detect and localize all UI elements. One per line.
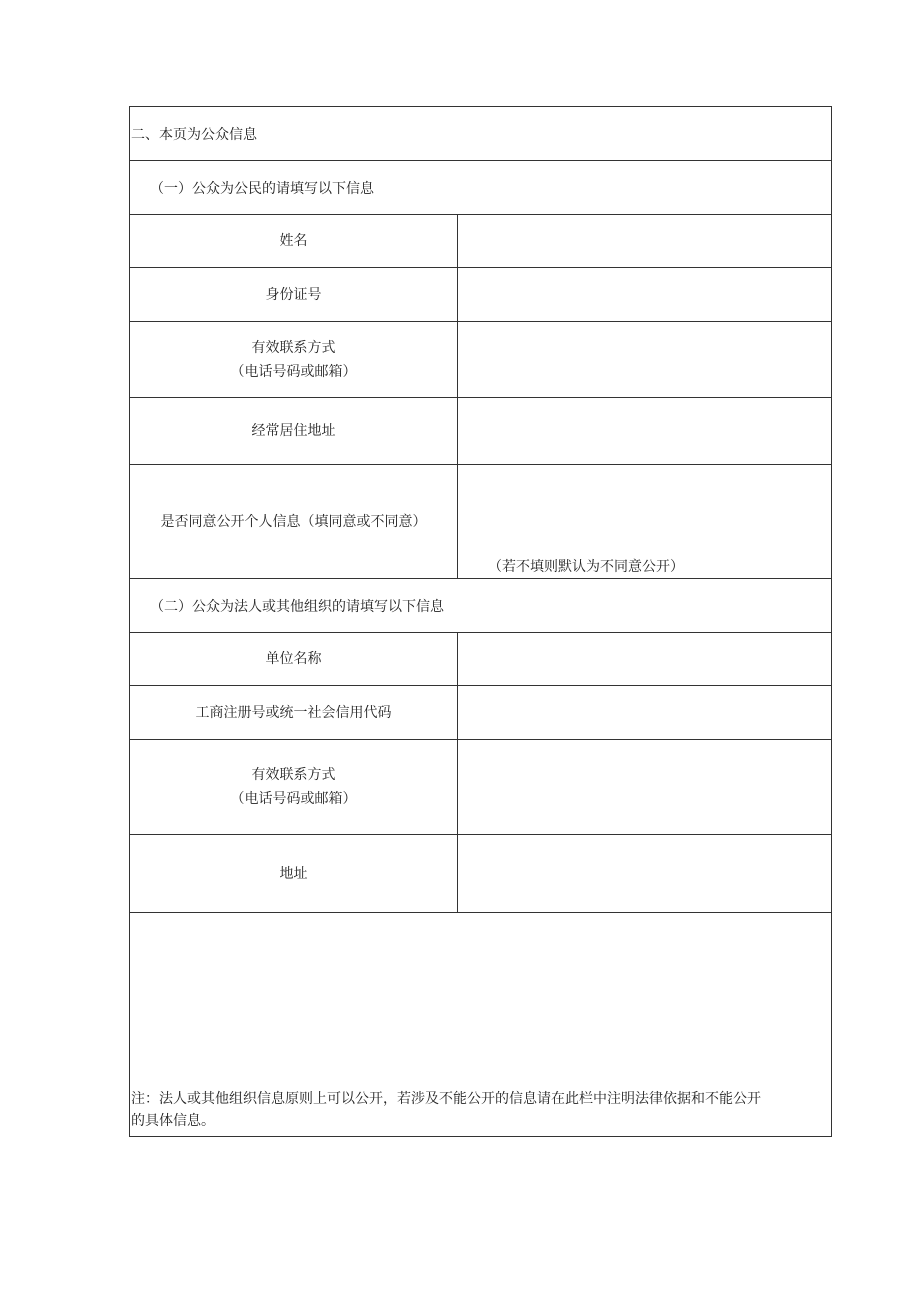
section-title: 二、本页为公众信息: [131, 126, 257, 143]
org-address-field[interactable]: [458, 835, 831, 912]
id-number-field[interactable]: [458, 268, 831, 321]
unit-name-field[interactable]: [458, 633, 831, 685]
org-contact-label: [130, 740, 458, 834]
name-label: [130, 215, 458, 267]
code-row: [130, 686, 831, 740]
credit-code-field[interactable]: [458, 686, 831, 739]
id-label: [130, 268, 458, 321]
note: [130, 1088, 831, 1132]
consent-label-text: 是否同意公开个人信息（填同意或不同意）: [160, 513, 427, 530]
code-label: [130, 686, 458, 739]
name-row: [130, 215, 831, 268]
residence-label: [130, 398, 458, 464]
name-field[interactable]: [458, 215, 831, 267]
org-address-row: [130, 835, 831, 913]
id-row: [130, 268, 831, 322]
residence-label-text: 经常居住地址: [251, 423, 336, 439]
id-label-text: 身份证号: [265, 286, 322, 303]
consent-label: [130, 465, 458, 578]
public-info-form: [129, 106, 832, 1137]
consent-field[interactable]: [458, 465, 831, 578]
note-line-1: 注：法人或其他组织信息原则上可以公开，若涉及不能公开的信息请在此栏中注明法律依据和不能公开: [131, 1091, 761, 1107]
residence-row: [130, 398, 831, 465]
citizen-heading-row: [130, 161, 831, 215]
org-contact-label-text: 有效联系方式: [251, 767, 336, 783]
citizen-contact-sub-text: （电话号码或邮箱）: [230, 363, 357, 380]
name-label-text: 姓名: [279, 233, 308, 249]
note-line-2: 的具体信息。: [131, 1113, 215, 1129]
citizen-contact-label-text: 有效联系方式: [251, 339, 336, 356]
citizen-contact-row: [130, 322, 831, 398]
note-row[interactable]: [130, 913, 831, 1136]
residence-address-field[interactable]: [458, 398, 831, 464]
citizen-heading: （一）公众为公民的请填写以下信息: [150, 180, 374, 197]
org-contact-sub-text: （电话号码或邮箱）: [230, 791, 357, 807]
org-address-label-text: 地址: [279, 865, 308, 882]
code-label-text: 工商注册号或统一社会信用代码: [195, 704, 392, 721]
org-heading-row: [130, 579, 831, 633]
unit-label-text: 单位名称: [265, 651, 322, 667]
consent-hint: （若不填则默认为不同意公开）: [488, 559, 684, 575]
org-heading: （二）公众为法人或其他组织的请填写以下信息: [150, 598, 444, 615]
unit-label: [130, 633, 458, 685]
citizen-contact-label: [130, 322, 458, 397]
org-address-label: [130, 835, 458, 912]
section-title-row: [130, 107, 831, 161]
org-contact-field[interactable]: [458, 740, 831, 834]
citizen-contact-field[interactable]: [458, 322, 831, 397]
org-contact-row: [130, 740, 831, 835]
consent-row: [130, 465, 831, 579]
unit-row: [130, 633, 831, 686]
